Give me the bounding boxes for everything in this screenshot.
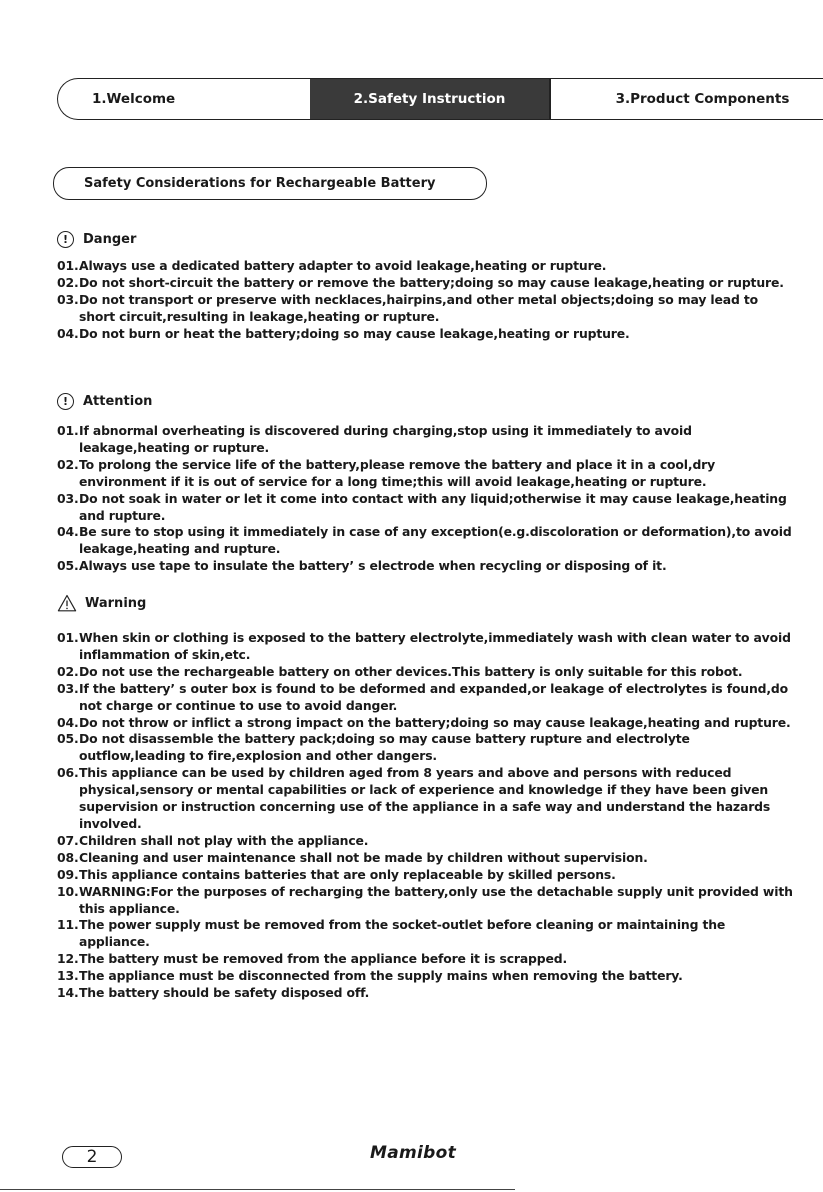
- item-text: The appliance must be disconnected from the supply mains when removing the battery.: [79, 968, 683, 984]
- item-text: The power supply must be removed from the socket-outlet before cleaning or maintaining the appliance.: [79, 917, 726, 950]
- step-tab-bar: [57, 78, 823, 120]
- list-item: [57, 664, 797, 681]
- item-text: Always use tape to insulate the battery’ s electrode when recycling or disposing of it.: [79, 558, 667, 574]
- item-text: Do not soak in water or let it come into contact with any liquid;otherwise it may cause leakage,heating and rupture.: [79, 490, 787, 523]
- item-text: Do not use the rechargeable battery on other devices.This battery is only suitable for this robot.: [79, 663, 743, 679]
- footer-divider: [0, 1189, 515, 1190]
- list-item: [57, 681, 797, 715]
- list-item: [57, 917, 797, 951]
- list-item: [57, 731, 797, 765]
- item-number: 03.: [57, 291, 79, 307]
- item-text: The battery should be safety disposed off.: [79, 985, 370, 1001]
- exclamation-circle-icon: !: [57, 393, 74, 410]
- item-text: Do not throw or inflict a strong impact on the battery;doing so may cause leakage,heating and rupture.: [79, 714, 791, 730]
- item-number: 06.: [57, 765, 79, 781]
- list-item: [57, 765, 797, 833]
- tab-product-components[interactable]: 3.Product Components: [549, 79, 823, 119]
- item-number: 01.: [57, 423, 79, 438]
- item-number: 14.: [57, 985, 79, 1001]
- warning-title: Warning: [85, 595, 147, 611]
- warning-list: [57, 630, 797, 1002]
- item-number: 02.: [57, 456, 79, 472]
- list-item: [57, 423, 797, 457]
- item-number: 09.: [57, 866, 79, 882]
- tab-welcome[interactable]: 1.Welcome: [92, 91, 176, 107]
- item-number: 13.: [57, 968, 79, 984]
- item-number: 03.: [57, 490, 79, 506]
- list-item: [57, 275, 797, 292]
- item-number: 01.: [57, 258, 79, 273]
- page-number: 2: [62, 1146, 122, 1168]
- item-text: Cleaning and user maintenance shall not be made by children without supervision.: [79, 849, 648, 865]
- list-item: [57, 457, 797, 491]
- attention-list: [57, 423, 797, 575]
- list-item: [57, 524, 797, 558]
- item-text: Do not disassemble the battery pack;doing so may cause battery rupture and electrolyte outflow,leading to fire,explosion and other dangers.: [79, 731, 690, 764]
- item-text: If abnormal overheating is discovered during charging,stop using it immediately to avoid leakage,heating or rupture.: [79, 423, 692, 455]
- warning-section: [57, 592, 797, 1002]
- danger-title: Danger: [83, 231, 137, 247]
- attention-title: Attention: [83, 393, 153, 409]
- item-number: 10.: [57, 883, 79, 899]
- attention-header: [57, 390, 797, 412]
- list-item: [57, 951, 797, 968]
- list-item: [57, 850, 797, 867]
- list-item: [57, 258, 797, 275]
- item-number: 02.: [57, 274, 79, 290]
- item-number: 04.: [57, 325, 79, 341]
- item-number: 03.: [57, 680, 79, 696]
- list-item: [57, 558, 797, 575]
- warning-triangle-icon: [57, 594, 77, 612]
- brand-logo: Mamibot: [370, 1143, 457, 1163]
- list-item: [57, 292, 797, 326]
- item-text: If the battery’ s outer box is found to be deformed and expanded,or leakage of electrolytes is found,do not charge or continue to use to avoid danger.: [79, 680, 789, 713]
- item-number: 07.: [57, 832, 79, 848]
- list-item: [57, 833, 797, 850]
- item-text: When skin or clothing is exposed to the battery electrolyte,immediately wash with clean water to avoid inflammation of skin,etc.: [79, 630, 791, 662]
- list-item: [57, 884, 797, 918]
- item-text: To prolong the service life of the battery,please remove the battery and place it in a cool,dry environment if it is out of service for a long time;this will avoid leakage,heating or rupture.: [79, 456, 716, 489]
- item-number: 01.: [57, 630, 79, 645]
- item-text: Do not transport or preserve with necklaces,hairpins,and other metal objects;doing so may lead to short circuit,resulting in leakage,heating or rupture.: [79, 291, 759, 324]
- attention-section: [57, 390, 797, 575]
- item-number: 05.: [57, 731, 79, 747]
- list-item: [57, 867, 797, 884]
- tab-safety-instruction[interactable]: 2.Safety Instruction: [310, 79, 549, 119]
- item-text: This appliance contains batteries that are only replaceable by skilled persons.: [79, 866, 616, 882]
- item-text: Do not burn or heat the battery;doing so may cause leakage,heating or rupture.: [79, 325, 630, 341]
- item-text: Always use a dedicated battery adapter to avoid leakage,heating or rupture.: [79, 258, 607, 273]
- item-number: 08.: [57, 849, 79, 865]
- list-item: [57, 630, 797, 664]
- exclamation-circle-icon: !: [57, 231, 74, 248]
- warning-header: [57, 592, 797, 614]
- list-item: [57, 968, 797, 985]
- section-title: Safety Considerations for Rechargeable Battery: [53, 167, 487, 200]
- list-item: [57, 491, 797, 525]
- item-number: 11.: [57, 917, 79, 933]
- list-item: [57, 326, 797, 343]
- danger-list: [57, 258, 797, 343]
- item-text: Do not short-circuit the battery or remove the battery;doing so may cause leakage,heating or rupture.: [79, 274, 784, 290]
- item-text: WARNING:For the purposes of recharging the battery,only use the detachable supply unit provided with this appliance.: [79, 883, 793, 916]
- item-number: 02.: [57, 663, 79, 679]
- item-text: This appliance can be used by children aged from 8 years and above and persons with reduced physical,sensory or mental capabilities or lack of experience and knowledge if they have been given supervision or instruction concerning use of the appliance in a safe way and understand the hazards involved.: [79, 765, 771, 831]
- item-text: The battery must be removed from the appliance before it is scrapped.: [79, 951, 568, 967]
- danger-section: [57, 228, 797, 343]
- item-text: Be sure to stop using it immediately in case of any exception(e.g.discoloration or deformation),to avoid leakage,heating and rupture.: [79, 524, 792, 557]
- item-number: 12.: [57, 951, 79, 967]
- list-item: [57, 985, 797, 1002]
- item-number: 04.: [57, 524, 79, 540]
- danger-header: [57, 228, 797, 250]
- item-number: 05.: [57, 558, 79, 574]
- item-number: 04.: [57, 714, 79, 730]
- list-item: [57, 715, 797, 732]
- item-text: Children shall not play with the appliance.: [79, 832, 369, 848]
